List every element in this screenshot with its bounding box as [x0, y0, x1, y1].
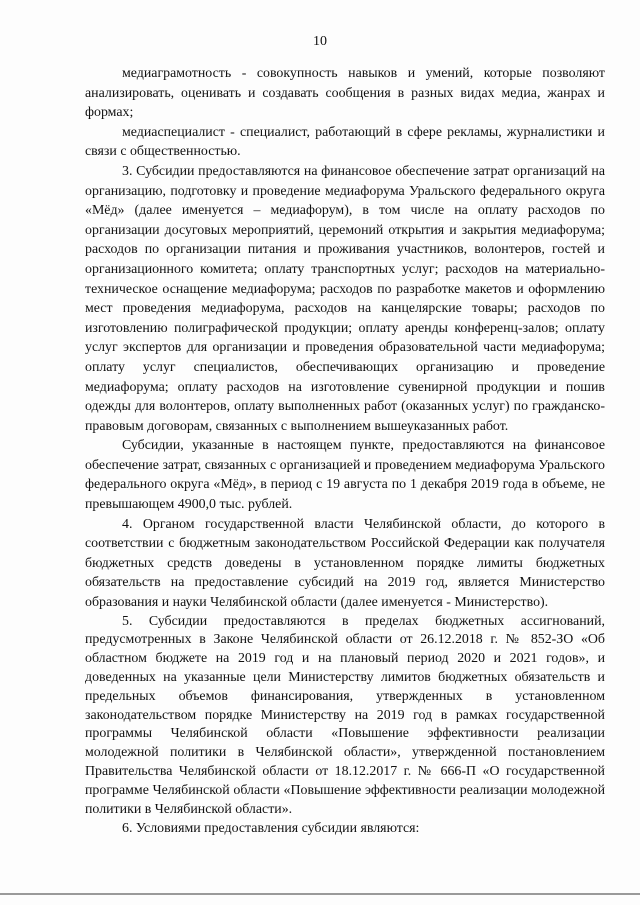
- paragraph-clause-3-subsidies: Субсидии, указанные в настоящем пункте, предоставляются на финансовое обеспечение затрат, связанных с организацией и проведением медиафорума Уральского федерального округа «Мёд», в период с 19 августа по 1 декабря 2019 года в объеме, не превышающем 4900,0 тыс. рублей.: [85, 438, 605, 513]
- paragraph-media-specialist: медиаспециалист - специалист, работающий в сфере рекламы, журналистики и связи с общественностью.: [85, 124, 605, 160]
- page-number: 10: [313, 34, 327, 49]
- paragraph-clause-4: 4. Органом государственной власти Челябинской области, до которого в соответствии с бюджетным законодательством Российской Федерации как получателя бюджетных средств доведены в установленном порядке лимиты бюджетных обязательств на предоставление субсидий на 2019 год, является Министерство образования и науки Челябинской области (далее именуется - Министерство).: [85, 516, 605, 611]
- paragraph-media-literacy: медиаграмотность - совокупность навыков и умений, которые позволяют анализировать, оценивать и создавать сообщения в разных видах медиа, жанрах и формах;: [85, 66, 605, 121]
- paragraph-clause-5: 5. Субсидии предоставляются в пределах бюджетных ассигнований, предусмотренных в Законе Челябинской области от 26.12.2018 г. № 852-ЗО «Об областном бюджете на 2019 год и на плановый период 2020 и 2021 годов», и доведенных на указанные цели Министерству лимитов бюджетных обязательств и предельных объемов финансирования, утвержденных в установленном законодательством порядке Министерству на 2019 год в рамках государственной программы Челябинской области «Повышение эффективности реализации молодежной политики в Челябинской области», утвержденной постановлением Правительства Челябинской области от 18.12.2017 г. № 666-П «О государственной программе Челябинской области «Повышение эффективности реализации молодежной политики в Челябинской области».: [85, 613, 605, 817]
- document-body: [85, 64, 605, 839]
- paragraph-clause-6: 6. Условиями предоставления субсидии являются:: [122, 821, 420, 837]
- scan-bottom-edge: [0, 893, 640, 895]
- paragraph-clause-3: 3. Субсидии предоставляются на финансовое обеспечение затрат организаций на организацию, подготовку и проведение медиафорума Уральского федерального округа «Мёд» (далее именуется – медиафорум), в том числе на оплату расходов по организации досуговых мероприятий, церемоний открытия и закрытия медиафорума; расходов по организации питания и проживания участников, волонтеров, гостей и организационного комитета; оплату транспортных услуг; расходов на материально-техническое оснащение медиафорума; расходов по разработке макетов и оформлению мест проведения медиафорума, расходов на канцелярские товары; расходов по изготовлению полиграфической продукции; оплату аренды конференц-залов; оплату услуг экспертов для организации и проведения образовательной части медиафорума; оплату услуг специалистов, обеспечивающих организацию и проведение медиафорума; оплату расходов на изготовление сувенирной продукции и пошив одежды для волонтеров, оплату выполненных работ (оказанных услуг) по гражданско-правовым договорам, связанных с выполнением вышеуказанных работ.: [85, 163, 605, 434]
